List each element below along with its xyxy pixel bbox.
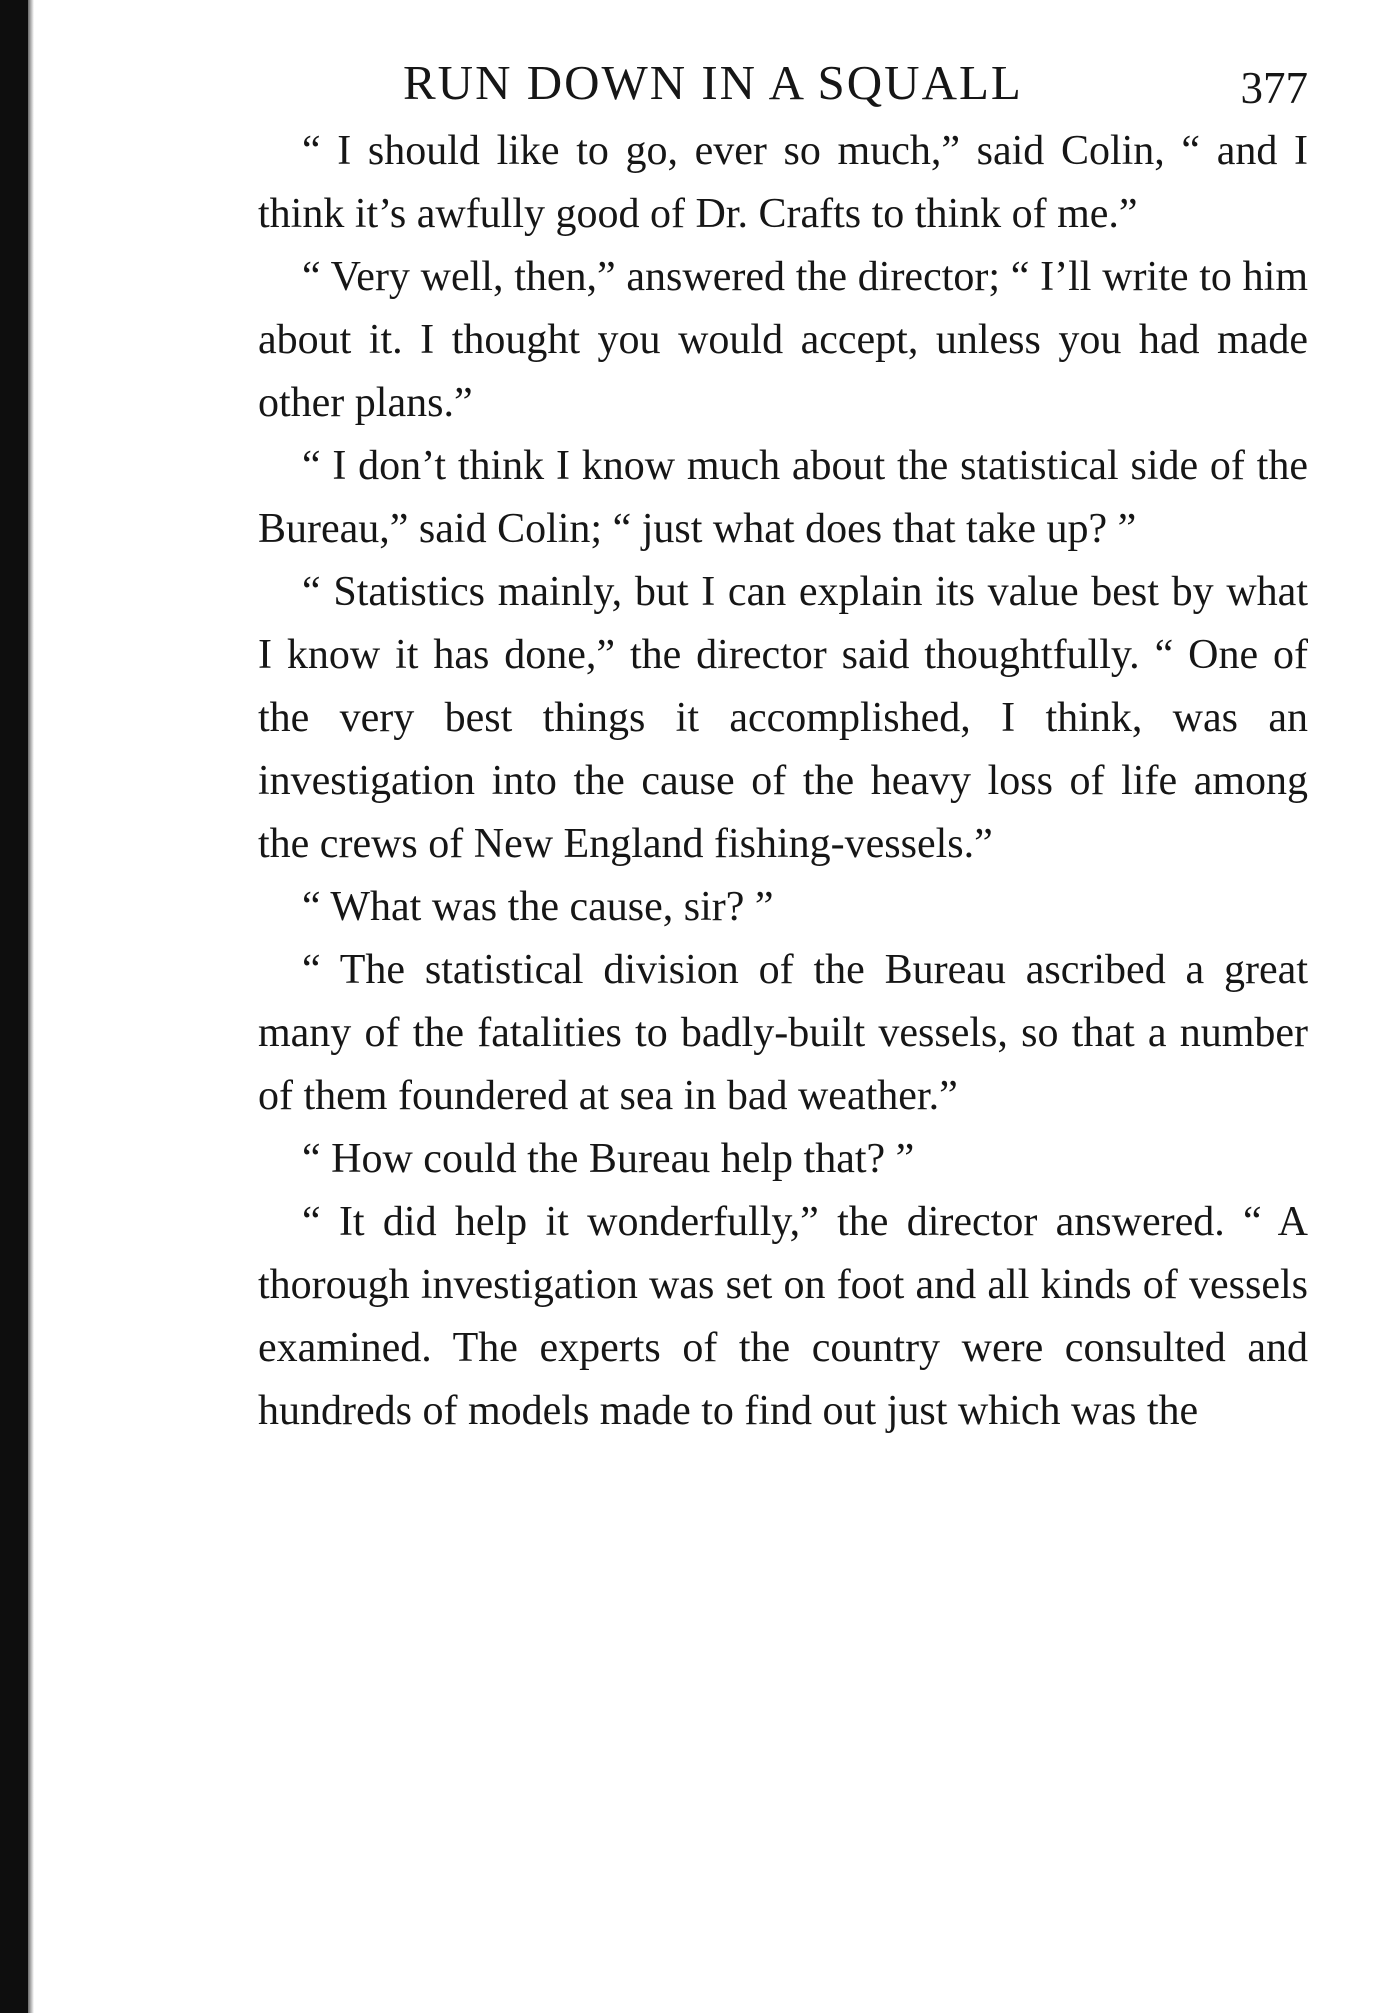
running-title: RUN DOWN IN A SQUALL xyxy=(403,55,1023,110)
paragraph: “ The statistical division of the Bureau ascribed a great many of the fatalities to badly-built vessels, so that a number of them foundered at sea in bad weather.” xyxy=(258,947,1308,1119)
binding-gutter-gradient xyxy=(28,0,34,2013)
paragraph: “ I don’t think I know much about the statistical side of the Bureau,” said Colin; “ just what does that take up? ” xyxy=(258,443,1308,552)
book-page xyxy=(258,40,1308,1443)
paragraph: “ Very well, then,” answered the director; “ I’ll write to him about it. I thought you would accept, unless you had made other plans.” xyxy=(258,254,1308,426)
paragraph: “ I should like to go, ever so much,” said Colin, “ and I think it’s awfully good of Dr. Crafts to think of me.” xyxy=(258,128,1308,237)
paragraph: “ It did help it wonderfully,” the director answered. “ A thorough investigation was set on foot and all kinds of vessels examined. The experts of the country were consulted and hundreds of models made to find out just which was the xyxy=(258,1199,1308,1434)
paragraph: “ How could the Bureau help that? ” xyxy=(302,1136,915,1182)
paragraph: “ Statistics mainly, but I can explain its value best by what I know it has done,” the director said thoughtfully. “ One of the very best things it accomplished, I think, was an investigation into the cause of the heavy loss of life among the crews of New England fishing-vessels.” xyxy=(258,569,1308,867)
body-text xyxy=(258,120,1308,1443)
running-head xyxy=(258,40,1308,120)
paragraph: “ What was the cause, sir? ” xyxy=(302,884,774,930)
book-binding-shadow xyxy=(0,0,28,2013)
page-number: 377 xyxy=(1240,63,1308,113)
